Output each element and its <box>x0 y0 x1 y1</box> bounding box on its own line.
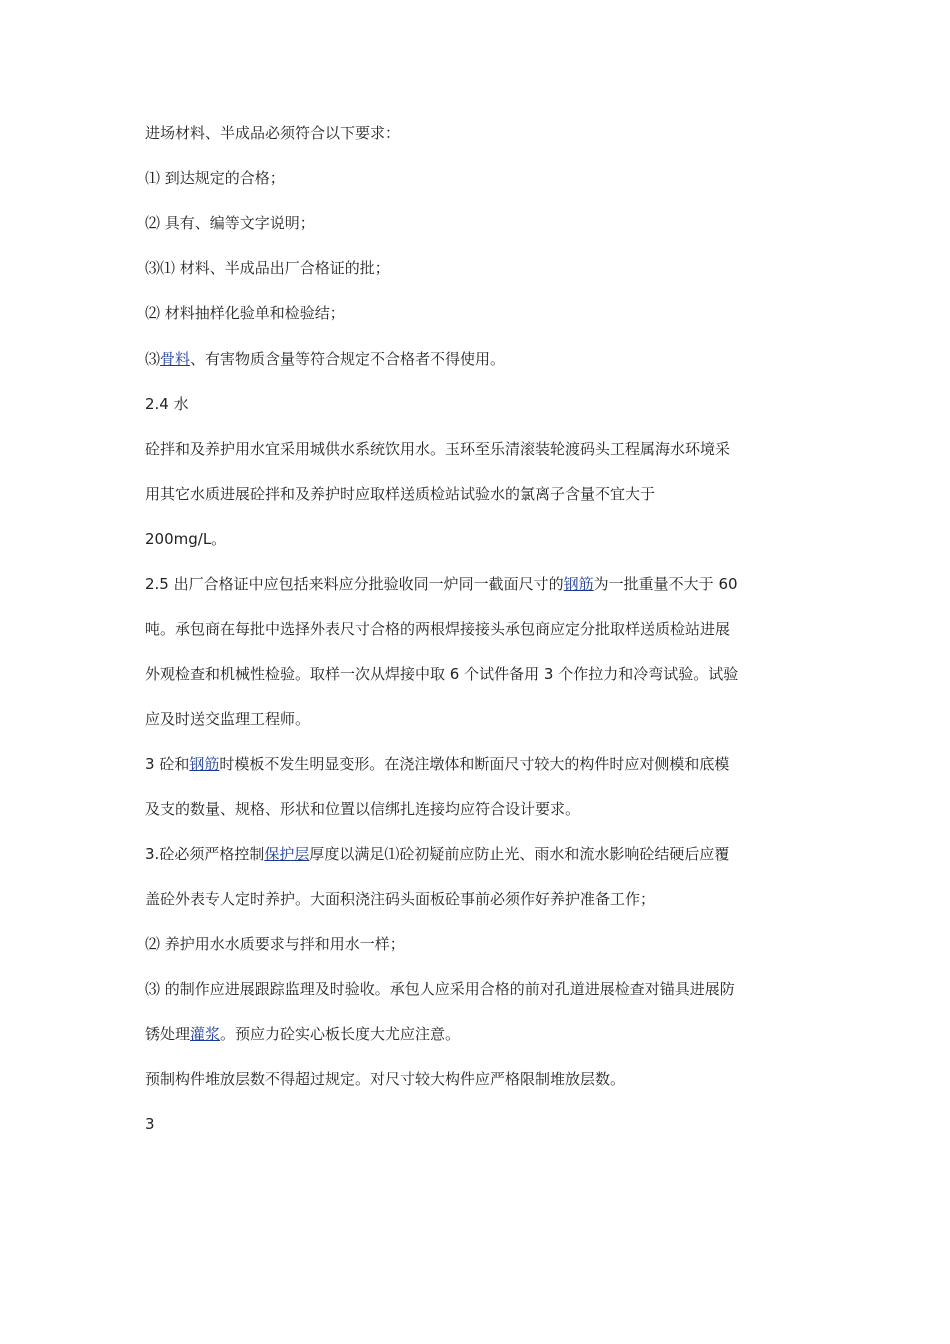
text-segment: 个作拉力和冷弯试验。试验 <box>553 665 739 683</box>
link-protective-layer[interactable]: 保护层 <box>264 845 310 863</box>
section-number: 2.5 <box>145 575 169 593</box>
text-line <box>145 663 738 685</box>
value-text: 60 <box>718 575 738 593</box>
value-text: 200mg/L。 <box>145 530 227 548</box>
text-line: 进场材料、半成品必须符合以下要求： <box>145 124 401 142</box>
text-segment: ⑶ <box>145 350 161 368</box>
text-segment: 。预应力砼实心板长度大尤应注意。 <box>220 1025 461 1043</box>
text-line: ⑶⑴ 材料、半成品出厂合格证的批； <box>145 259 390 277</box>
text-line <box>145 843 729 865</box>
text-line: ⑴ 到达规定的合格； <box>145 169 285 187</box>
text-line: ⑵ 具有、编等文字说明； <box>145 214 315 232</box>
value-text: 6 <box>449 665 460 683</box>
text-line <box>145 1113 155 1135</box>
link-aggregate[interactable]: 骨料 <box>160 350 191 368</box>
text-line <box>145 1023 460 1045</box>
text-line: 应及时送交监理工程师。 <box>145 710 311 728</box>
link-rebar[interactable]: 钢筋 <box>563 575 594 593</box>
text-line: ⑶ 的制作应进展跟踪监理及时验收。承包人应采用合格的前对孔道进展检查对锚具进展防 <box>145 980 735 998</box>
text-line <box>145 348 505 370</box>
link-rebar[interactable]: 钢筋 <box>189 755 220 773</box>
section-heading <box>145 393 189 415</box>
text-segment: 砼必须严格控制 <box>159 845 265 863</box>
section-number: 3 <box>145 755 155 773</box>
text-segment: 外观检查和机械性检验。取样一次从焊接中取 <box>145 665 450 683</box>
text-line: 预制构件堆放层数不得超过规定。对尺寸较大构件应严格限制堆放层数。 <box>145 1070 626 1088</box>
text-line: ⑵ 材料抽样化验单和检验结； <box>145 304 345 322</box>
text-segment: 、有害物质含量等符合规定不合格者不得使用。 <box>190 350 506 368</box>
text-segment: 个试件备用 <box>459 665 544 683</box>
text-segment: 厚度以满足⑴砼初疑前应防止光、雨水和流水影响砼结硬后应覆 <box>309 845 730 863</box>
text-line: 吨。承包商在每批中选择外表尺寸合格的两根焊接接头承包商应定分批取样送质检站进展 <box>145 620 731 638</box>
text-line: 及支的数量、规格、形状和位置以信绑扎连接均应符合设计要求。 <box>145 800 581 818</box>
text-segment: 时模板不发生明显变形。在浇注墩体和断面尺寸较大的构件时应对侧模和底模 <box>219 755 730 773</box>
link-grouting[interactable]: 灌浆 <box>190 1025 221 1043</box>
text-line <box>145 753 729 775</box>
section-number: 3. <box>145 845 160 863</box>
text-segment: 出厂合格证中应包括来料应分批验收同一炉同一截面尺寸的 <box>168 575 564 593</box>
text-segment: 水 <box>168 395 189 413</box>
text-segment: 锈处理 <box>145 1025 191 1043</box>
text-line <box>145 573 738 595</box>
text-segment: 为一批重量不大于 <box>593 575 719 593</box>
text-line: 盖砼外表专人定时养护。大面积浇注码头面板砼事前必须作好养护准备工作； <box>145 890 656 908</box>
text-line <box>145 528 226 550</box>
text-line: 用其它水质进展砼拌和及养护时应取样送质检站试验水的氯离子含量不宜大于 <box>145 485 656 503</box>
section-number: 3 <box>145 1115 155 1133</box>
text-line: ⑵ 养护用水水质要求与拌和用水一样； <box>145 935 405 953</box>
text-segment: 砼和 <box>154 755 190 773</box>
text-line: 砼拌和及养护用水宜采用城供水系统饮用水。玉环至乐清滚装轮渡码头工程属海水环境采 <box>145 440 731 458</box>
value-text: 3 <box>543 665 554 683</box>
section-number: 2.4 <box>145 395 169 413</box>
